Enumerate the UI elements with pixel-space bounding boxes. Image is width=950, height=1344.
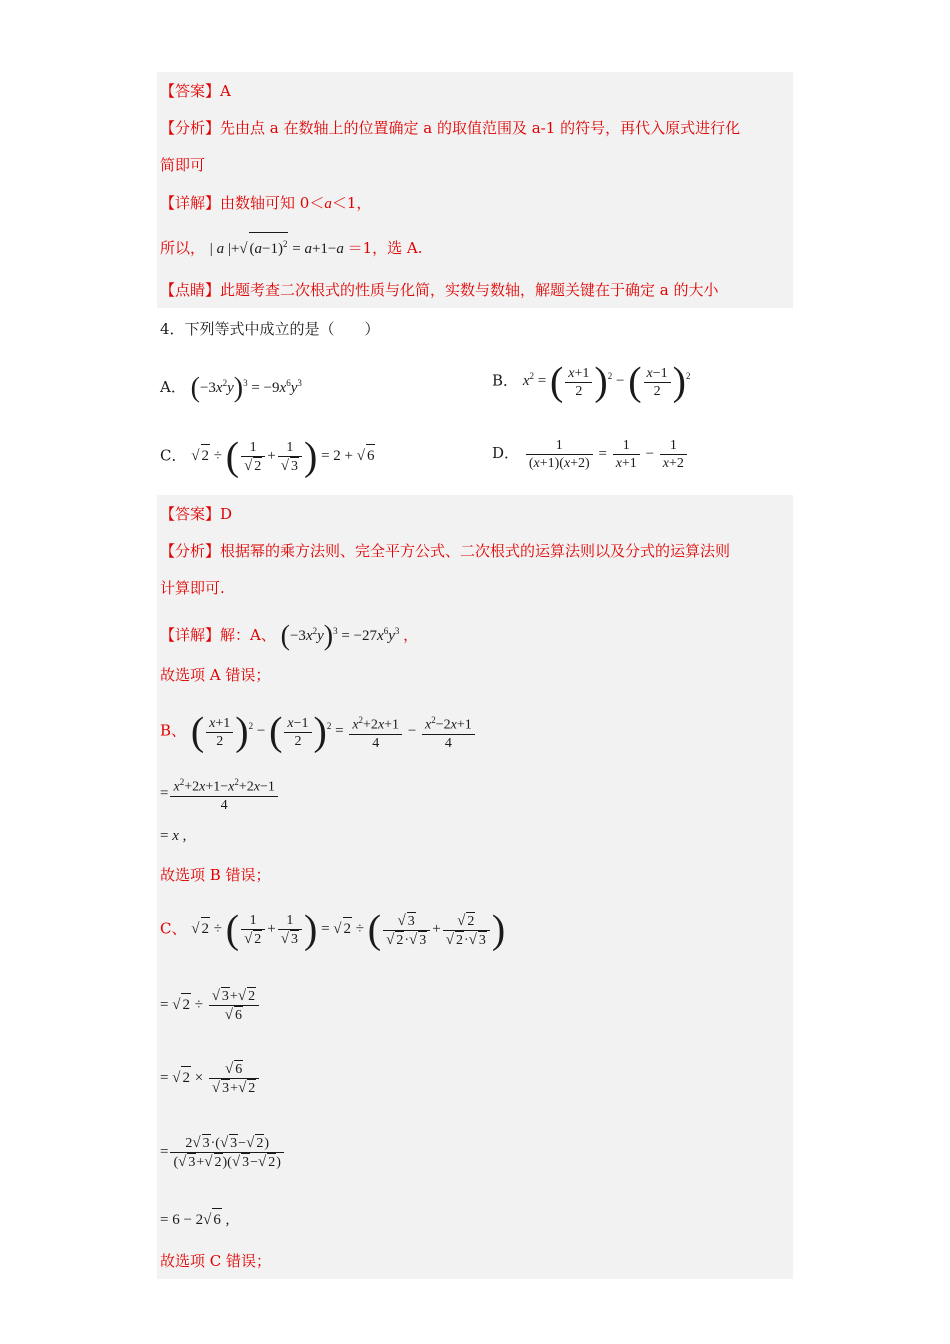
q4-analysis-2: 计算即可.	[160, 579, 225, 597]
c-step5-formula: = 6 − 2√ 6 ,	[160, 1208, 229, 1231]
q4-option-d: D． $\frac{1}{(x+1)(x+2)}$ = $\frac{1}{x+1}$ − $\frac{1}{x+2}$	[492, 437, 689, 472]
c-step1-formula: √ 2 ÷ ( $\frac{1}{√ 2}$ + $\frac{1}{√ 3}$ ) = √ 2 ÷ ( $\frac{√ 3}{√ 2\cdot√ 3}$ + $\frac{√ 2}{√ 2\cdot√ 3}$ )	[191, 907, 506, 952]
q3-solution-box	[157, 72, 793, 308]
q4-a-wrong: 故选项 A 错误；	[160, 666, 271, 684]
b-step1-formula: ( $\frac{x+1}{2}$ )$^2$ − ( $\frac{x-1}{2}$ )$^2$ = $\frac{x^2+2x+1}{4}$ − $\frac{x^2-2x+1}{4}$	[191, 723, 477, 739]
q4-option-a: A． $(-3x^2y)^3 = -9x^6y^3$	[160, 372, 302, 404]
q3-so-formula: | a |+√ $(a-1)^2 = a+1-a$	[210, 241, 348, 257]
option-d-formula: $\frac{1}{(x+1)(x+2)}$ = $\frac{1}{x+1}$ − $\frac{1}{x+2}$	[524, 446, 689, 462]
q4-option-b: B． $x^2$ = ( $\frac{x+1}{2}$ )$^2$ − ( $\frac{x-1}{2}$ )$^2$	[492, 359, 691, 404]
c-step4-formula: = $\frac{2√ 3\cdot(√ 3-√ 2)}{(√ 3+√ 2)(√ 3-√ 2)}$	[160, 1134, 286, 1171]
option-a-formula: $(-3x^2y)^3 = -9x^6y^3$	[190, 372, 302, 404]
q4-stem: 4．下列等式中成立的是（ ）	[160, 320, 380, 338]
q3-point: 【点睛】此题考查二次根式的性质与化简，实数与数轴，解题关键在于确定 a 的大小	[160, 281, 719, 299]
q4-c-step1: C、 √ 2 ÷ ( $\frac{1}{√ 2}$ + $\frac{1}{√ 3}$ ) = √ 2 ÷ ( $\frac{√ 3}{√ 2\cdot√ 3}$ + $\frac{√ 2}{√ 2\cdot√ 3}$ )	[160, 907, 506, 952]
q3-analysis-1: 【分析】先由点 a 在数轴上的位置确定 a 的取值范围及 a-1 的符号，再代入原式进行化	[160, 119, 741, 137]
q3-so-line: 所以， | a |+√ $(a-1)^2 = a+1-a =1$，选 A.	[160, 232, 423, 260]
q3-detail: 【详解】由数轴可知 0＜a＜1，	[160, 194, 372, 212]
option-c-formula: √ 2 ÷ ( $\frac{1}{√ 2}$ + $\frac{1}{√ 3}$ ) = 2 + √ 6	[191, 434, 375, 479]
q4-b-wrong: 故选项 B 错误；	[160, 866, 271, 884]
option-b-formula: $x^2$ = ( $\frac{x+1}{2}$ )$^2$ − ( $\frac{x-1}{2}$ )$^2$	[522, 359, 691, 404]
q4-answer: 【答案】D	[160, 505, 233, 523]
q4-b-step1: B、 ( $\frac{x+1}{2}$ )$^2$ − ( $\frac{x-1}{2}$ )$^2$ = $\frac{x^2+2x+1}{4}$ − $\frac{x^2-2x+1}{4}$	[160, 712, 477, 752]
q4-detail: 【详解】解：A、 $(-3x^2y)^3 = -27x^6y^3$ ，	[160, 620, 419, 652]
q4-option-c: C． √ 2 ÷ ( $\frac{1}{√ 2}$ + $\frac{1}{√ 3}$ ) = 2 + √ 6	[160, 434, 375, 479]
q3-answer: 【答案】A	[160, 82, 231, 100]
c-step2-formula: = √ 2 ÷ $\frac{√ 3+√ 2}{√ 6}$	[160, 987, 261, 1024]
q4-c-wrong: 故选项 C 错误；	[160, 1252, 272, 1270]
q4-analysis-1: 【分析】根据幂的乘方法则、完全平方公式、二次根式的运算法则以及分式的运算法则	[160, 542, 731, 560]
q3-analysis-2: 简即可	[160, 156, 206, 174]
b-step3-formula: = x ,	[160, 828, 187, 844]
c-step3-formula: = √ 2 × $\frac{√ 6}{√ 3+√ 2}$	[160, 1060, 261, 1097]
b-step2-formula: = $\frac{x^2+2x+1-x^2+2x-1}{4}$	[160, 774, 280, 814]
detail-a-formula: $(-3x^2y)^3 = -27x^6y^3$	[280, 620, 400, 652]
